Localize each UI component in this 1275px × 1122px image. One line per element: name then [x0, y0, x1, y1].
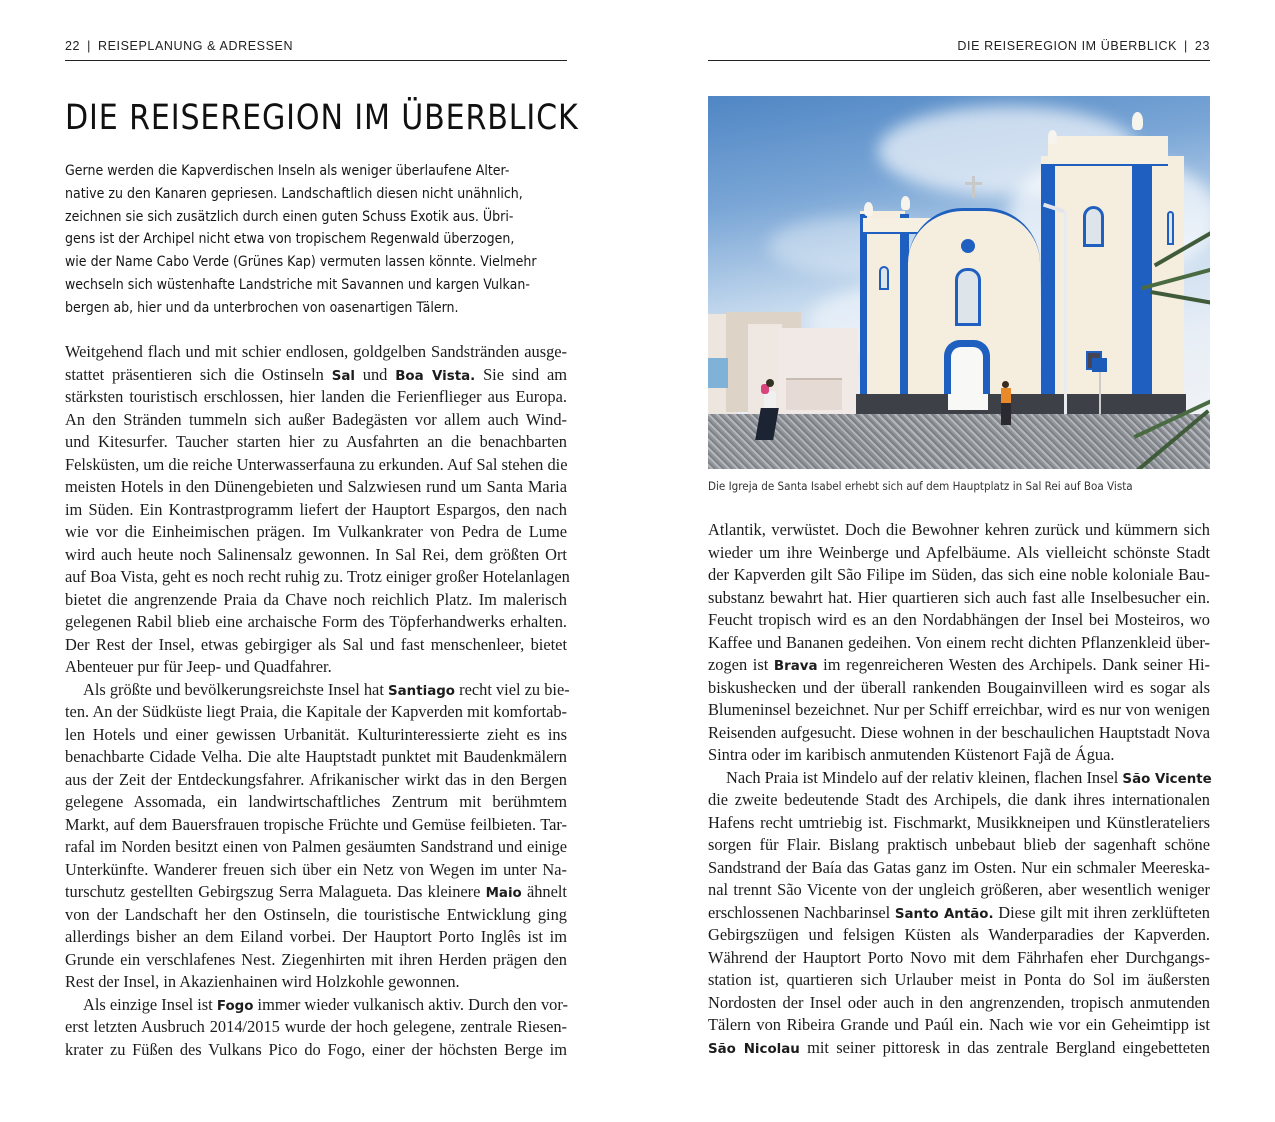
text-line: Nordosten der Insel oder auch in den angrenzenden, tropisch anmutenden	[708, 992, 1210, 1012]
lead-paragraph	[65, 160, 567, 320]
text-line: zogen ist Brava im regenreicheren Westen des Archipels. Dank seiner Hi-	[708, 655, 1210, 674]
text-line: wird auch heute noch Salinensalz gewonnen. In Sal Rei, dem größten Ort	[65, 544, 567, 564]
church-photo	[708, 96, 1210, 469]
lead-line: zeichnen sie sich zusätzlich durch einen guten Schuss Exotik aus. Übri-	[65, 208, 514, 225]
text-line: Rest der Insel, in Akazienhainen wird Holzkohle gewonnen.	[65, 972, 460, 991]
text-line: gelegenen Rabil blieb eine archaische Form des Töpferhandwerks erhalten.	[65, 612, 567, 631]
text-line: krater zu Füßen des Vulkans Pico do Fogo, einer der höchsten Berge im	[65, 1039, 567, 1059]
island-keyword: Fogo	[216, 998, 254, 1014]
island-keyword: São Nicolau	[708, 1041, 800, 1057]
lead-line: bergen ab, hier und da unterbrochen von oasenartigen Tälern.	[65, 299, 459, 316]
section-name: REISEPLANUNG & ADRESSEN	[97, 39, 294, 53]
text-line: ten. An der Südküste liegt Praia, die Kapitale der Kapverden mit komfortab-	[65, 702, 567, 721]
page-number: 23	[1194, 39, 1210, 53]
lead-line: native zu den Kanaren gepriesen. Landschaftlich diesen nicht unähnlich,	[65, 185, 523, 202]
island-keyword: Boa Vista.	[395, 368, 476, 384]
text-line: Der Rest der Insel, etwas gebirgiger als Sal und fast menschenleer, bietet	[65, 634, 567, 654]
text-line: São Nicolau mit seiner pittoresk in das zentrale Bergland eingebetteten	[708, 1037, 1211, 1057]
island-keyword: Sal	[331, 368, 355, 384]
text-line: Atlantik, verwüstet. Doch die Bewohner kehren zurück und kümmern sich	[708, 520, 1210, 539]
text-line: Feucht tropisch wird es an den Nordabhängen der Insel bei Mosteiros, wo	[708, 610, 1210, 629]
text-line: turschutz gestellten Gebirgszug Serra Malagueta. Das kleinere Maio ähnelt	[65, 882, 567, 901]
text-line: Reisenden aufgesucht. Diese wohnen in der beschaulichen Hauptstadt Nova	[708, 722, 1210, 742]
island-keyword: Maio	[485, 886, 522, 901]
text-line: len Hotels und einer gewissen Urbanität. Kulturinteressierte zieht es ins	[65, 724, 567, 744]
cobblestone-square	[708, 414, 1210, 469]
text-line: An den Stränden tummeln sich außer Badegästen vor allem auch Wind-	[65, 409, 567, 429]
text-line: bietet die angrenzende Praia da Chave noch reichlich Platz. Im malerisch	[65, 589, 567, 609]
text-line: wie vor die Einheimischen prägen. Im Vulkankrater von Pedra de Lume	[65, 522, 567, 541]
text-line: erst letzten Ausbruch 2014/2015 wurde der hoch gelegene, zentrale Riesen-	[65, 1017, 567, 1036]
text-line: meisten Hotels in den Dünengebieten und Salzwiesen rund um Santa Maria	[65, 477, 567, 496]
text-line: aus der Zeit der Entdeckungsfahrer. Afrikanischer wirkt das in den Bergen	[65, 769, 567, 789]
text-line: Markt, auf dem Bauersfrauen tropische Früchte und Gemüse feilbieten. Tar-	[65, 814, 567, 834]
body-text-right	[708, 519, 1210, 1059]
lead-line: wie der Name Cabo Verde (Grünes Kap) vermuten lassen könnte. Vielmehr	[65, 254, 537, 271]
text-line: im Süden. Ein Kontrastprogramm liefert der Hauptort Espargos, den nach	[65, 499, 567, 519]
separator: |	[1184, 39, 1188, 53]
section-name: DIE REISEREGION IM ÜBERBLICK	[957, 39, 1178, 53]
text-line: sorgen für Flair. Bislang praktisch unbebaut blieb der sagenhaft schöne	[708, 835, 1210, 854]
text-line: substanz bewahrt hat. Hier quartieren sich auch fast alle Inselbesucher ein.	[708, 587, 1210, 607]
text-line: Unterkünfte. Wanderer freuen sich über ein Netz von Wegen im unter Na-	[65, 859, 567, 879]
body-text-left	[65, 341, 570, 1061]
text-line: Hafens recht umtriebig ist. Fischmarkt, Musikkneipen und Künstlerateliers	[708, 812, 1210, 832]
text-line: biskushecken und der überall rankenden Bougainvilleen wird es sogar als	[708, 677, 1210, 697]
island-keyword: Brava	[773, 659, 818, 674]
text-line: stattet präsentieren sich die Ostinseln Sal und Boa Vista. Sie sind am	[65, 364, 567, 384]
text-line: Blumeninsel bezeichnet. Nur per Schiff erreichbar, wird es nur von wenigen	[708, 700, 1210, 719]
text-line: auf Boa Vista, geht es noch recht ruhig zu. Trotz einiger großer Hotelanlagen	[65, 567, 570, 586]
text-line: Nach Praia ist Mindelo auf der relativ kleinen, flachen Insel São Vicente	[726, 767, 1212, 787]
lead-line: gens ist der Archipel nicht etwa von tropischem Regenwald überzogen,	[65, 231, 515, 248]
photo-caption: Die Igreja de Santa Isabel erhebt sich auf dem Hauptplatz in Sal Rei auf Boa Vista	[708, 480, 1133, 493]
text-line: Gebirgszügen und felsigen Küsten als Wanderparadies der Kapverden.	[708, 925, 1210, 944]
text-line: station ist, quartieren sich Urlauber meist in Ponta do Sol im äußersten	[708, 970, 1210, 989]
text-line: Grunde ein verschlafenes Nest. Ziegenhirten mit ihren Herden prägen den	[65, 949, 567, 969]
lead-line: Gerne werden die Kapverdischen Inseln als weniger überlaufene Alter-	[65, 163, 510, 179]
chapter-title: DIE REISEREGION IM ÜBERBLICK	[65, 98, 579, 138]
text-line: benachbarte Cidade Velha. Die alte Hauptstadt punktet mit Baudenkmälern	[65, 747, 567, 766]
text-line: Felsküsten, um die reiche Unterwasserfauna zu erkunden. Auf Sal stehen die	[65, 454, 568, 474]
text-line: nal trennt São Vicente von der ungleich größeren, aber wesentlich weniger	[708, 880, 1210, 899]
text-line: Weitgehend flach und mit schier endlosen, goldgelben Sandstränden ausge-	[65, 342, 567, 361]
running-head-left	[65, 38, 567, 61]
island-keyword: São Vicente	[1122, 771, 1212, 787]
text-line: stärksten touristisch erschlossen, hier landen die Ferienflieger aus Europa.	[65, 387, 567, 406]
text-line: Während der Hauptort Porto Novo mit dem Fährhafen eher Durchgangs-	[708, 947, 1210, 967]
text-line: rafal im Norden besitzt einen von Palmen gesäumten Sandstrand und einige	[65, 837, 567, 856]
lead-line: wechseln sich wüstenhafte Landstriche mit Savannen und kargen Vulkan-	[65, 276, 530, 293]
text-line: Sintra oder im karibisch anmutenden Küstenort Fajã de Água.	[708, 745, 1115, 764]
text-line: gelegene Assomada, ein landwirtschaftliches Zentrum mit berühmtem	[65, 792, 567, 811]
island-keyword: Santo Antão.	[894, 906, 994, 922]
text-line: Als größte und bevölkerungsreichste Insel hat Santiago recht viel zu bie-	[83, 679, 570, 699]
text-line: Als einzige Insel ist Fogo immer wieder vulkanisch aktiv. Durch den vor-	[83, 994, 568, 1014]
text-line: Abenteuer pur für Jeep- und Quadfahrer.	[65, 657, 332, 676]
text-line: allerdings bisher an dem Eiland vorbei. Der Hauptort Porto Inglês ist im	[65, 927, 567, 946]
separator: |	[87, 39, 91, 53]
text-line: wieder um ihre Weinberge und Apfelbäume. Als vielleicht schönste Stadt	[708, 542, 1210, 562]
island-keyword: Santiago	[387, 683, 456, 699]
text-line: Tälern von Ribeira Grande und Paúl ein. Nach wie vor ein Geheimtipp ist	[708, 1015, 1210, 1034]
text-line: von der Landschaft her den Ostinseln, die touristische Entwicklung ging	[65, 904, 567, 924]
text-line: und Kitesurfer. Taucher starten hier zu Ausfahrten an die benachbarten	[65, 432, 567, 451]
text-line: die zweite bedeutende Stadt des Archipels, die dank ihres internationalen	[708, 790, 1210, 809]
page-number: 22	[65, 39, 81, 53]
text-line: erschlossenen Nachbarinsel Santo Antão. Diese gilt mit ihren zerklüfteten	[708, 902, 1210, 922]
running-head-right	[708, 38, 1210, 61]
text-line: Kaffee und Bananen gedeihen. Von einem recht dichten Pflanzenkleid über-	[708, 632, 1210, 652]
text-line: Sandstrand der Baía das Gatas ganz im Osten. Nur ein schmaler Meereska-	[708, 857, 1210, 877]
text-line: der Kapverden gilt São Filipe im Süden, das sich eine noble koloniale Bau-	[708, 565, 1210, 584]
